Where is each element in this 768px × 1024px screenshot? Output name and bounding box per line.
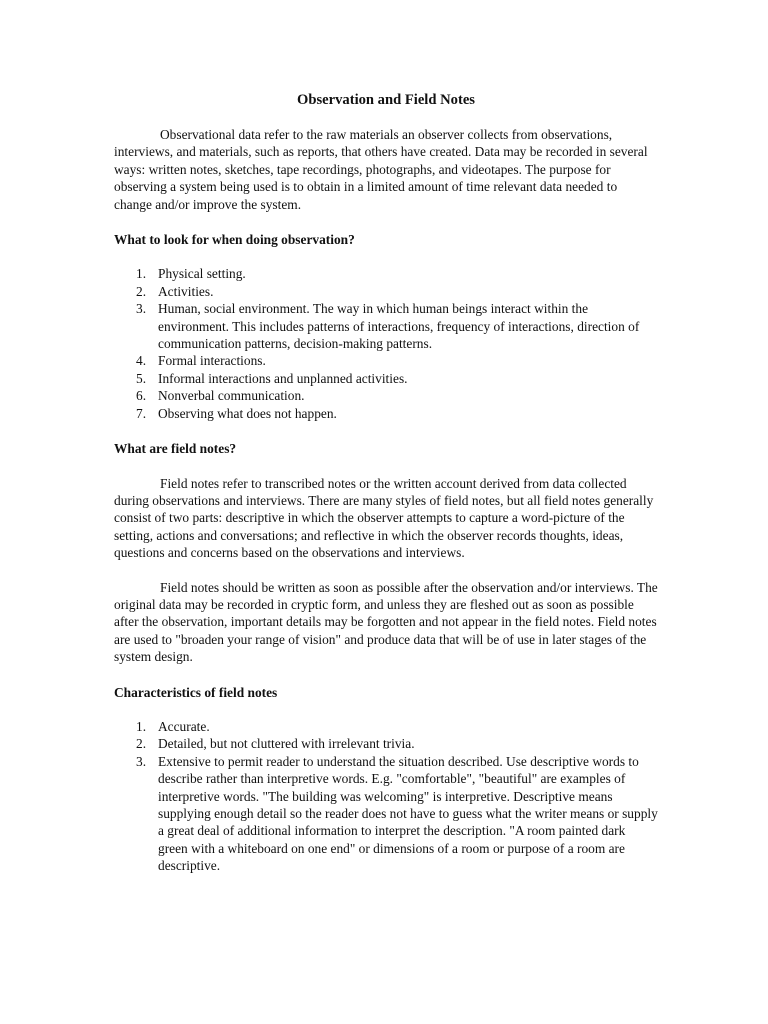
list-item-text: Informal interactions and unplanned activities. bbox=[158, 370, 408, 386]
list-item bbox=[114, 735, 658, 752]
list-item-text: Activities. bbox=[158, 283, 214, 299]
intro-paragraph: Observational data refer to the raw materials an observer collects from observations, interviews, and materials, such as reports, that others have created. Data may be recorded in several ways: written notes, sketches, tape recordings, photographs, and videotapes. The purpose for observing a system being used is to obtain in a limited amount of time relevant data needed to change and/or improve the system. bbox=[114, 127, 648, 212]
list-item bbox=[114, 300, 658, 352]
list-number: 3. bbox=[136, 753, 147, 769]
list-number: 2. bbox=[136, 283, 147, 299]
document-title: Observation and Field Notes bbox=[297, 92, 475, 108]
list-item-text: Physical setting. bbox=[158, 266, 246, 282]
list-number: 7. bbox=[136, 405, 147, 421]
list-number: 6. bbox=[136, 388, 147, 404]
list-number: 1. bbox=[136, 718, 147, 734]
list-number: 3. bbox=[136, 301, 147, 317]
list-number: 2. bbox=[136, 736, 147, 752]
characteristics-list bbox=[114, 718, 658, 875]
section-heading-characteristics: Characteristics of field notes bbox=[114, 684, 278, 700]
list-item bbox=[114, 718, 658, 735]
field-notes-paragraph-2: Field notes should be written as soon as possible after the observation and/or interviews. The original data may be recorded in cryptic form, and unless they are fleshed out as soon as possible after the observation, important details may be forgotten and not appear in the field notes. Field notes are used to "broaden your range of vision" and produce data that will be of use in later stages of the system design. bbox=[114, 579, 658, 665]
list-item bbox=[114, 387, 658, 404]
list-number: 1. bbox=[136, 266, 147, 282]
list-item bbox=[114, 405, 658, 422]
list-item-text: Formal interactions. bbox=[158, 353, 266, 369]
list-item bbox=[114, 265, 658, 282]
list-item bbox=[114, 753, 658, 875]
list-item-text: Accurate. bbox=[158, 718, 210, 734]
section-heading-field-notes: What are field notes? bbox=[114, 441, 237, 457]
list-item bbox=[114, 283, 658, 300]
list-item-text: Extensive to permit reader to understand the situation described. Use descriptive words to describe rather than interpretive words. E.g. "comfortable", "beautiful" are examples of interpretive words. "The building was welcoming" is interpretive. Descriptive means supplying enough detail so the reader does not have to guess what the writer means or supply a great deal of additional information to interpret the description. "A room painted dark green with a whiteboard on one end" or dimensions of a room or purpose of a room are descriptive. bbox=[158, 753, 658, 874]
field-notes-paragraph-1: Field notes refer to transcribed notes or the written account derived from data collected during observations and interviews. There are many styles of field notes, but all field notes generally consist of two parts: descriptive in which the observer attempts to capture a word-picture of the setting, actions and conversations; and reflective in which the observer records thoughts, ideas, questions and concerns based on the observations and interviews. bbox=[114, 475, 654, 561]
list-number: 5. bbox=[136, 370, 147, 386]
list-item-text: Human, social environment. The way in which human beings interact within the environment. This includes patterns of interactions, frequency of interactions, direction of communication patterns, decision-making patterns. bbox=[158, 301, 640, 352]
list-number: 4. bbox=[136, 353, 147, 369]
list-item bbox=[114, 370, 658, 387]
list-item-text: Detailed, but not cluttered with irrelevant trivia. bbox=[158, 736, 415, 752]
section-heading-observation: What to look for when doing observation? bbox=[114, 232, 355, 248]
list-item bbox=[114, 352, 658, 369]
list-item-text: Nonverbal communication. bbox=[158, 388, 305, 404]
observation-list bbox=[114, 265, 658, 422]
list-item-text: Observing what does not happen. bbox=[158, 405, 337, 421]
